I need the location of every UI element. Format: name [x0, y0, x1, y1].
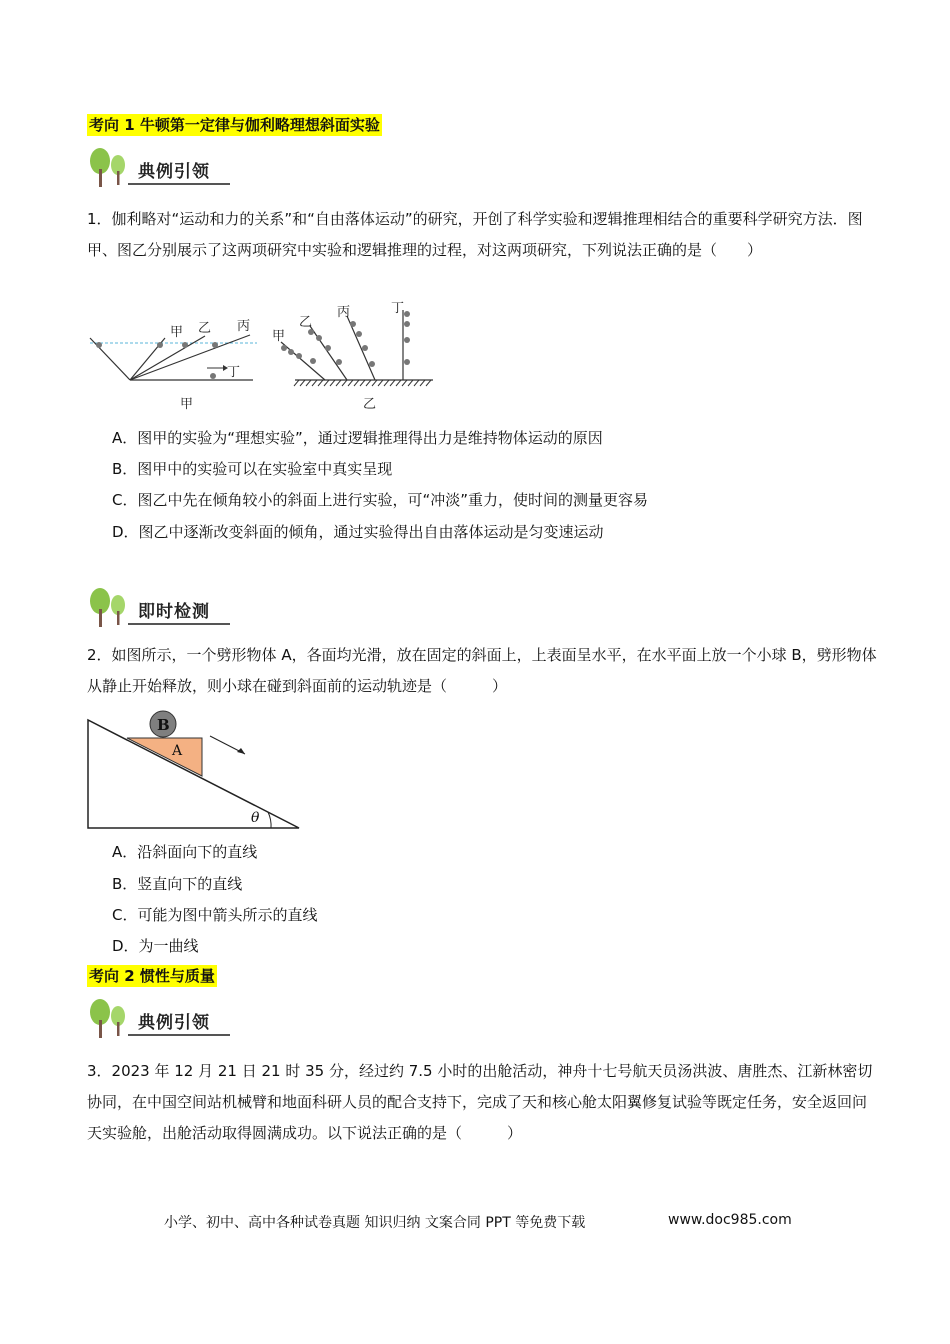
label-a: A: [172, 743, 183, 759]
question-1-figure: [85, 298, 445, 413]
question-1-text: 1．伽利略对“运动和力的关系”和“自由落体运动”的研究，开创了科学实验和逻辑推理相结合的重要科学研究方法．图甲、图乙分别展示了这两项研究中实验和逻辑推理的过程，对这两项研究，下列说法正确的是（ ）: [87, 210, 863, 259]
caption-yi: 乙: [363, 397, 377, 412]
check-banner: [88, 587, 233, 629]
tree-icon: [88, 147, 128, 189]
q2-option-c[interactable]: C．可能为图中箭头所示的直线: [112, 906, 318, 924]
q1-option-d[interactable]: D．图乙中逐渐改变斜面的倾角，通过实验得出自由落体运动是匀变速运动: [112, 523, 604, 541]
label-bing-2: 丙: [337, 305, 351, 320]
label-yi: 乙: [198, 321, 212, 336]
label-theta: θ: [251, 810, 260, 826]
footer-url[interactable]: www.doc985.com: [668, 1212, 792, 1228]
divider: [128, 183, 230, 185]
q2-option-d[interactable]: D．为一曲线: [112, 937, 199, 955]
label-jia-2: 甲: [272, 329, 286, 344]
tree-icon: [88, 998, 128, 1040]
example-banner-2: [88, 998, 233, 1040]
section-title-1: 考向 1 牛顿第一定律与伽利略理想斜面实验: [89, 116, 380, 134]
q2-option-a[interactable]: A．沿斜面向下的直线: [112, 843, 258, 861]
label-jia: 甲: [170, 325, 184, 340]
footer-text: 小学、初中、高中各种试卷真题 知识归纳 文案合同 PPT 等免费下载: [164, 1215, 586, 1231]
label-yi-2: 乙: [299, 315, 313, 330]
section-title-2: 考向 2 惯性与质量: [89, 967, 215, 985]
label-bing: 丙: [237, 319, 251, 334]
label-ding-2: 丁: [391, 301, 405, 316]
banner-label: 典例引领: [138, 162, 210, 182]
tree-icon: [88, 587, 128, 629]
question-2-text: 2．如图所示，一个劈形物体 A，各面均光滑，放在固定的斜面上，上表面呈水平，在水平面上放一个小球 B，劈形物体从静止开始释放，则小球在碰到斜面前的运动轨迹是（ ）: [87, 646, 877, 695]
q1-option-a[interactable]: A．图甲的实验为“理想实验”，通过逻辑推理得出力是维持物体运动的原因: [112, 429, 603, 447]
caption-jia: 甲: [180, 397, 194, 412]
banner-label: 即时检测: [138, 602, 210, 622]
question-2-figure: [85, 708, 305, 833]
q2-option-b[interactable]: B．竖直向下的直线: [112, 875, 243, 893]
label-b: B: [157, 716, 170, 734]
label-ding: 丁: [227, 365, 241, 380]
divider: [128, 1034, 230, 1036]
example-banner: [88, 147, 233, 189]
divider: [128, 623, 230, 625]
question-3-text: 3．2023 年 12 月 21 日 21 时 35 分，经过约 7.5 小时的出舱活动，神舟十七号航天员汤洪波、唐胜杰、江新林密切协同，在中国空间站机械臂和地面科研人员的配合支持下，完成了天和核心舱太阳翼修复试验等既定任务，安全返回问天实验舱，出舱活动取得圆满成功。以下说法正确的是（ ）: [87, 1062, 873, 1142]
q1-option-b[interactable]: B．图甲中的实验可以在实验室中真实呈现: [112, 460, 393, 478]
banner-label: 典例引领: [138, 1013, 210, 1033]
q1-option-c[interactable]: C．图乙中先在倾角较小的斜面上进行实验，可“冲淡”重力，使时间的测量更容易: [112, 491, 649, 509]
